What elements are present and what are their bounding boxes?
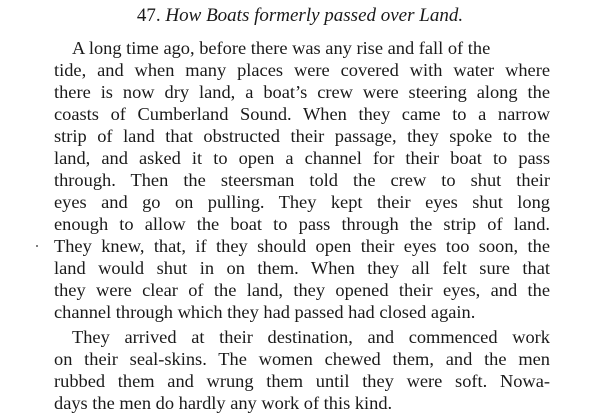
text-line: there is now dry land, a boat’s crew were steering along the	[54, 82, 550, 102]
text-line: on their seal-skins. The women chewed them, and the men	[54, 349, 550, 369]
text-line: eyes and go on pulling. They kept their eyes shut long	[54, 192, 550, 212]
text-line: coasts of Cumberland Sound. When they came to a narrow	[54, 104, 550, 124]
section-title: How Boats formerly passed over Land.	[165, 5, 464, 26]
section-number: 47.	[136, 5, 161, 26]
text-line: strip of land that obstructed their passage, they spoke to the	[54, 126, 550, 146]
text-line: days the men do hardly any work of this kind.	[54, 393, 393, 413]
text-line: land, and asked it to open a channel for their boat to pass	[54, 148, 550, 168]
ink-speck	[36, 245, 38, 247]
text-line: rubbed them and wrung them until they were soft. Nowa-	[54, 371, 550, 391]
text-line: enough to allow the boat to pass through the strip of land.	[54, 214, 550, 234]
text-line: land would shut in on them. When they all felt sure that	[54, 258, 550, 278]
text-line: they were clear of the land, they opened their eyes, and the	[54, 280, 550, 300]
text-line: They arrived at their destination, and commenced work	[72, 327, 550, 347]
text-line: tide, and when many places were covered with water where	[54, 60, 550, 80]
text-line: A long time ago, before there was any rise and fall of the	[72, 38, 491, 58]
text-line: They knew, that, if they should open their eyes too soon, the	[54, 236, 550, 256]
text-line: through. Then the steersman told the crew to shut their	[54, 170, 550, 190]
text-line: channel through which they had passed had closed again.	[54, 302, 476, 322]
section-heading	[0, 4, 600, 28]
